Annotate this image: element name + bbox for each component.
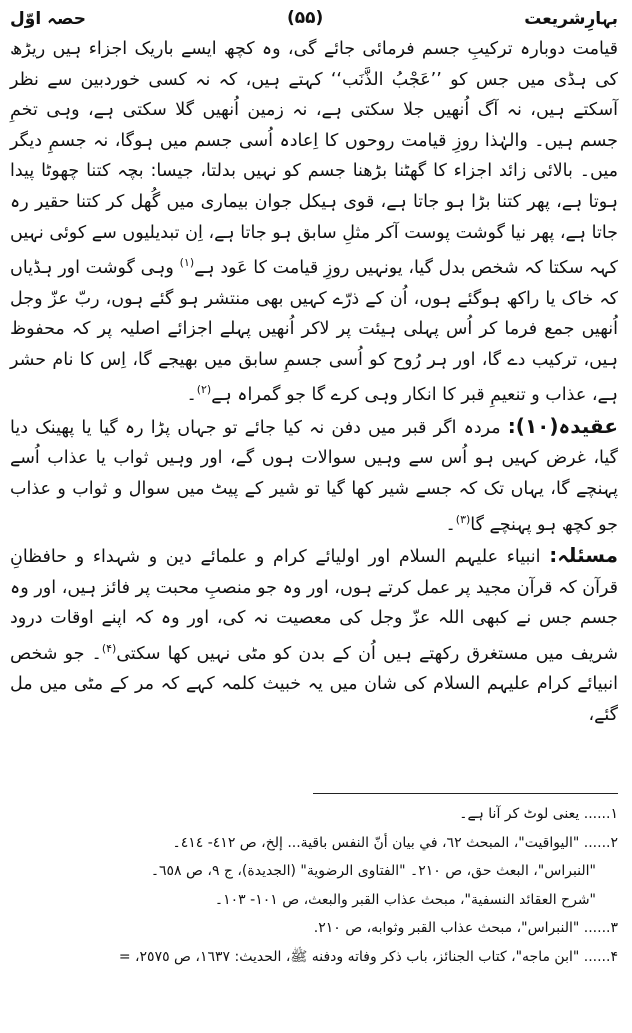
- book-title: بہارِشریعت: [524, 8, 618, 29]
- volume-label: حصہ اوّل: [10, 8, 87, 29]
- paragraph-end: ۔: [186, 385, 197, 406]
- footnote-divider: [313, 793, 618, 794]
- footnote-ref-3[interactable]: (۳): [455, 512, 471, 526]
- paragraph-masala: [10, 540, 618, 730]
- page-header: [10, 6, 618, 30]
- footnote-4: ۴...... "ابن ماجه"، كتاب الجنائز، باب ذكر وفاته ودفنه ﷺ، الحديث: ١٦٣٧، ص ٢٥٧٥، =: [118, 948, 618, 965]
- footnotes: [10, 800, 618, 971]
- aqeeda-heading: عقیدہ(۱۰):: [507, 413, 618, 438]
- footnote-ref-2[interactable]: (۲): [196, 383, 212, 397]
- paragraph-resurrection: [10, 34, 618, 411]
- paragraph-aqeeda-10: [10, 411, 618, 540]
- footnote-3: ۳...... "النبراس"، مبحث عذاب القبر وثوابه، ص ٢١٠.: [313, 920, 618, 936]
- paragraph-text: مردہ اگر قبر میں دفن نہ کیا جائے تو جہاں پڑا رہ گیا یا پھینک دیا گیا، غرض کہیں ہو اُس سے وہیں سوالات ہوں گے، اور وہیں ثواب یا عذاب اُسے پہنچے گا، یہاں تک کہ جسے شیر کھا گیا تو شیر کے پیٹ میں سوال و ثواب و عذاب جو کچھ ہو پہنچے گا: [10, 417, 618, 535]
- page-number: (۵۵): [286, 8, 324, 28]
- footnote-2: ۲...... "اليواقيت"، المبحث ٦٢، في بيان أنّ النفس باقية... إلخ، ص ٤١٢- ٤١٤۔: [172, 834, 618, 851]
- paragraph-text: انبیاء علیہم السلام اور اولیائے کرام و علمائے دین و شہداء و حافظانِ قرآن کہ قرآن مجید پر عمل کرتے ہوں، اور وہ جو منصبِ محبت پر فائز ہیں، اور وہ جسم جس نے کبھی اللہ عزّ وجل کی معصیت نہ کی، اور وہ کہ اپنے اوقات درود شریف میں مستغرق رکھتے ہیں اُن کے بدن کو مٹی نہیں کھا سکتی: [10, 546, 619, 664]
- paragraph-end: ۔: [445, 514, 456, 535]
- main-text: [10, 34, 618, 730]
- masala-heading: مسئلہ:: [549, 542, 618, 567]
- footnote-2-cont: "النبراس"، البعث حق، ص ٢١٠۔ "الفتاوى الرضوية" (الجديدة)، ج ٩، ص ٦٥٨۔: [150, 863, 596, 879]
- footnote-2-cont: "شرح العقائد النسفية"، مبحث عذاب القبر والبعث، ص ١٠١- ١٠٣۔: [214, 891, 596, 908]
- footnote-ref-4[interactable]: (۴): [101, 641, 117, 655]
- paragraph-text: ۔ جو شخص انبیائے کرام علیہم السلام کی شان میں یہ خبیث کلمہ کہے کہ مر کے مٹی میں مل گئے،: [10, 643, 618, 725]
- paragraph-text: وہی گوشت اور ہڈیاں کہ خاک یا راکھ ہوگئے ہوں، اُن کے ذرّے کہیں بھی منتشر ہو گئے ہوں، ربّ عزّ وجل اُنھیں جمع فرما کر اُس پہلی ہیئت پر لاکر اُنھیں پہلے اجزائے اصلیہ پر کہ محفوظ ہیں، ترکیب دے گا، اور ہر رُوح کو اُسی جسمِ سابق میں بھیجے گا، اِس کا نام حشر ہے، عذاب و تنعیمِ قبر کا انکار وہی کرے گا جو گمراہ ہے: [10, 257, 618, 406]
- footnote-1: ۱...... یعنی لوٹ کر آنا ہے۔: [459, 806, 618, 822]
- paragraph-text: قیامت دوبارہ ترکیبِ جسم فرمائی جائے گی، وہ کچھ ایسے باریک اجزاء ہیں ریڑھ کی ہڈی میں جس کو ’’عَجْبُ الذَّنَب‘‘ کہتے ہیں، کہ نہ کسی خوردبین سے نظر آسکتے ہیں، نہ آگ اُنھیں جلا سکتی ہے، نہ زمین اُنھیں گلا سکتی ہے، وہی تخمِ جسم ہیں۔ والہٰذا روزِ قیامت روحوں کا اِعادہ اُسی جسم میں ہوگا، نہ جسمِ دیگر میں۔ بالائی زائد اجزاء کا گھٹنا بڑھنا جسم کو نہیں بدلتا، جیسا: بچہ کتنا چھوٹا پیدا ہوتا ہے، پھر کتنا بڑا ہو جاتا ہے، قوی ہیکل جوان بیماری میں گُھل کر کتنا حقیر رہ جاتا ہے، پھر نیا گوشت پوست آکر مثلِ سابق ہو جاتا ہے، اِن تبدیلیوں سے کوئی نہیں کہہ سکتا کہ شخص بدل گیا، یونہیں روزِ قیامت کا عَود ہے: [10, 39, 618, 278]
- footnote-ref-1[interactable]: (۱): [179, 256, 195, 270]
